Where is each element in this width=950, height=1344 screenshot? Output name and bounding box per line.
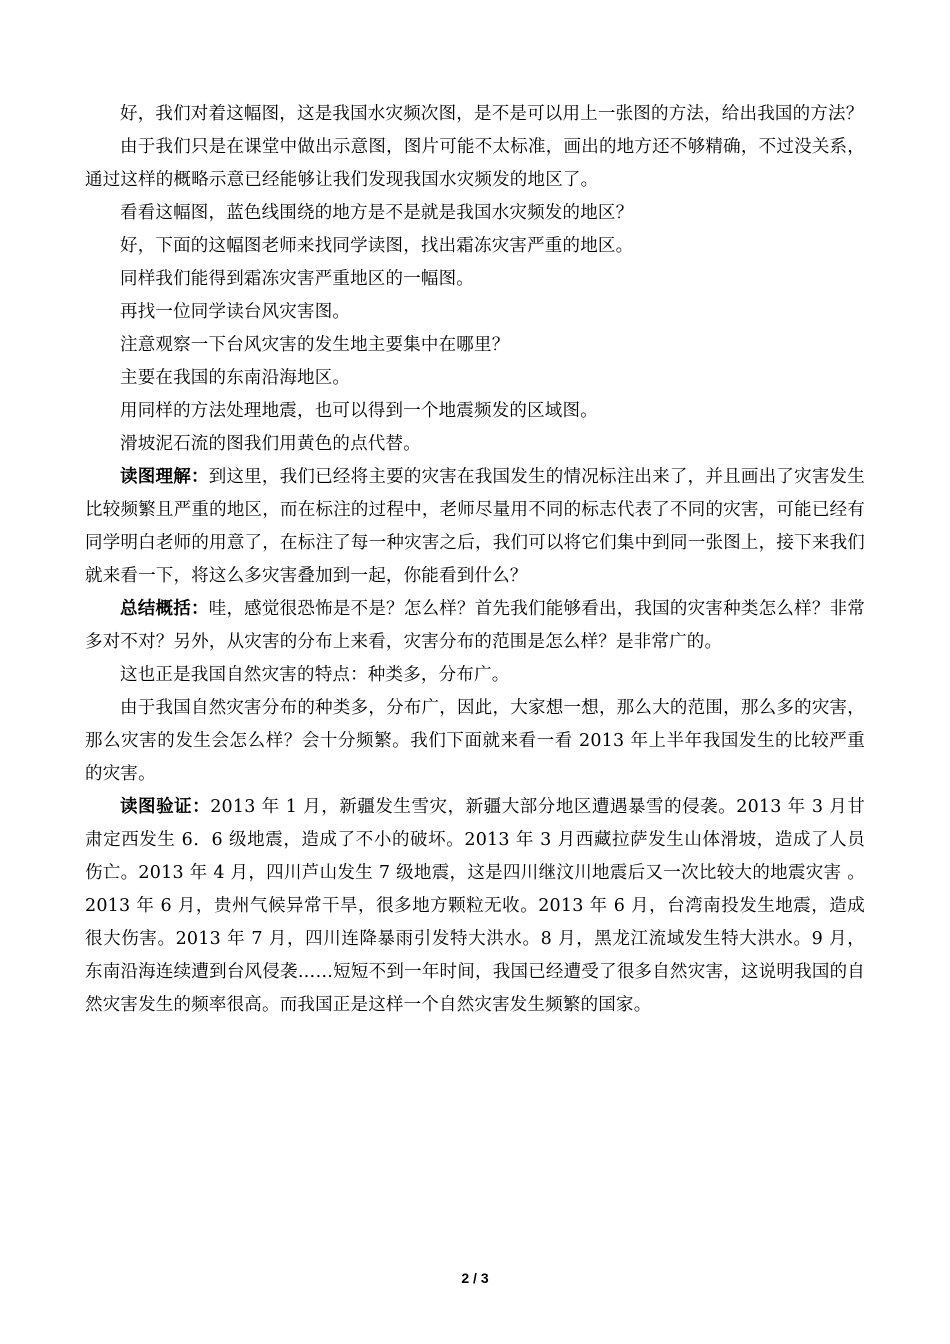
paragraph: [85, 395, 865, 428]
paragraph-read-understand: [85, 461, 865, 593]
paragraph-text: 2013 年 1 月，新疆发生雪灾，新疆大部分地区遭遇暴雪的侵袭。2013 年 3 月甘肃定西发生 6．6 级地震，造成了不小的破坏。2013 年 3 月西藏拉萨发生山体滑坡，造成了人员伤亡。2013 年 4 月，四川芦山发生 7 级地震，这是四川继汶川地震后又一次比较大的地震灾害 。2013 年 6 月，贵州气候异常干旱，很多地方颗粒无收。2013 年 6 月，台湾南投发生地震，造成很大伤害。2013 年 7 月，四川连降暴雨引发特大洪水。8 月，黑龙江流域发生特大洪水。9 月，东南沿海连续遭到台风侵袭……短短不到一年时间，我国已经遭受了很多自然灾害，这说明我国的自然灾害发生的频率很高。而我国正是这样一个自然灾害发生频繁的国家。: [85, 797, 866, 1015]
paragraph-text: 用同样的方法处理地震，也可以得到一个地震频发的区域图。: [120, 401, 598, 421]
paragraph-text: 滑坡泥石流的图我们用黄色的点代替。: [120, 434, 421, 454]
paragraph-read-verify: [85, 791, 865, 1022]
paragraph-lead: 读图理解：: [120, 467, 209, 487]
paragraph: [85, 428, 865, 461]
paragraph-text: 好，我们对着这幅图，这是我国水灾频次图，是不是可以用上一张图的方法，给出我国的方法？: [120, 104, 864, 124]
paragraph-text: 再找一位同学读台风灾害图。: [120, 302, 351, 322]
paragraph-text: 同样我们能得到霜冻灾害严重地区的一幅图。: [120, 269, 474, 289]
paragraph-lead: 总结概括：: [120, 599, 209, 619]
paragraph: [85, 329, 865, 362]
page-number: 2 / 3: [461, 1270, 489, 1286]
paragraph-text: 好，下面的这幅图老师来找同学读图，找出霜冻灾害严重的地区。: [120, 236, 634, 256]
paragraph: [85, 230, 865, 263]
paragraph-text: 哇，感觉很恐怖是不是？怎么样？首先我们能够看出，我国的灾害种类怎么样？非常多对不对？另外，从灾害的分布上来看，灾害分布的范围是怎么样？是非常广的。: [85, 599, 865, 652]
paragraph-summary: [85, 593, 865, 659]
paragraph-text: 注意观察一下台风灾害的发生地主要集中在哪里？: [120, 335, 510, 355]
paragraph: [85, 131, 865, 197]
paragraph: [85, 659, 865, 692]
paragraph-text: 由于我们只是在课堂中做出示意图，图片可能不太标准，画出的地方还不够精确，不过没关系，通过这样的概略示意已经能够让我们发现我国水灾频发的地区了。: [85, 137, 865, 190]
paragraph-text: 由于我国自然灾害分布的种类多，分布广，因此，大家想一想，那么大的范围，那么多的灾害，那么灾害的发生会怎么样？会十分频繁。我们下面就来看一看 2013 年上半年我国发生的比较严重的灾害。: [85, 698, 865, 784]
paragraph: [85, 362, 865, 395]
paragraph: [85, 197, 865, 230]
paragraph: [85, 296, 865, 329]
paragraph: [85, 263, 865, 296]
paragraph-text: 主要在我国的东南沿海地区。: [120, 368, 351, 388]
paragraph-text: 看看这幅图，蓝色线围绕的地方是不是就是我国水灾频发的地区？: [120, 203, 634, 223]
paragraph: [85, 692, 865, 791]
paragraph-text: 到这里，我们已经将主要的灾害在我国发生的情况标注出来了，并且画出了灾害发生比较频繁且严重的地区，而在标注的过程中，老师尽量用不同的标志代表了不同的灾害，可能已经有同学明白老师的用意了，在标注了每一种灾害之后，我们可以将它们集中到同一张图上，接下来我们就来看一下，将这么多灾害叠加到一起，你能看到什么？: [85, 467, 865, 586]
paragraph: [85, 98, 865, 131]
document-body: [85, 98, 865, 1022]
paragraph-text: 这也正是我国自然灾害的特点：种类多，分布广。: [120, 665, 510, 685]
paragraph-lead: 读图验证：: [120, 797, 211, 817]
